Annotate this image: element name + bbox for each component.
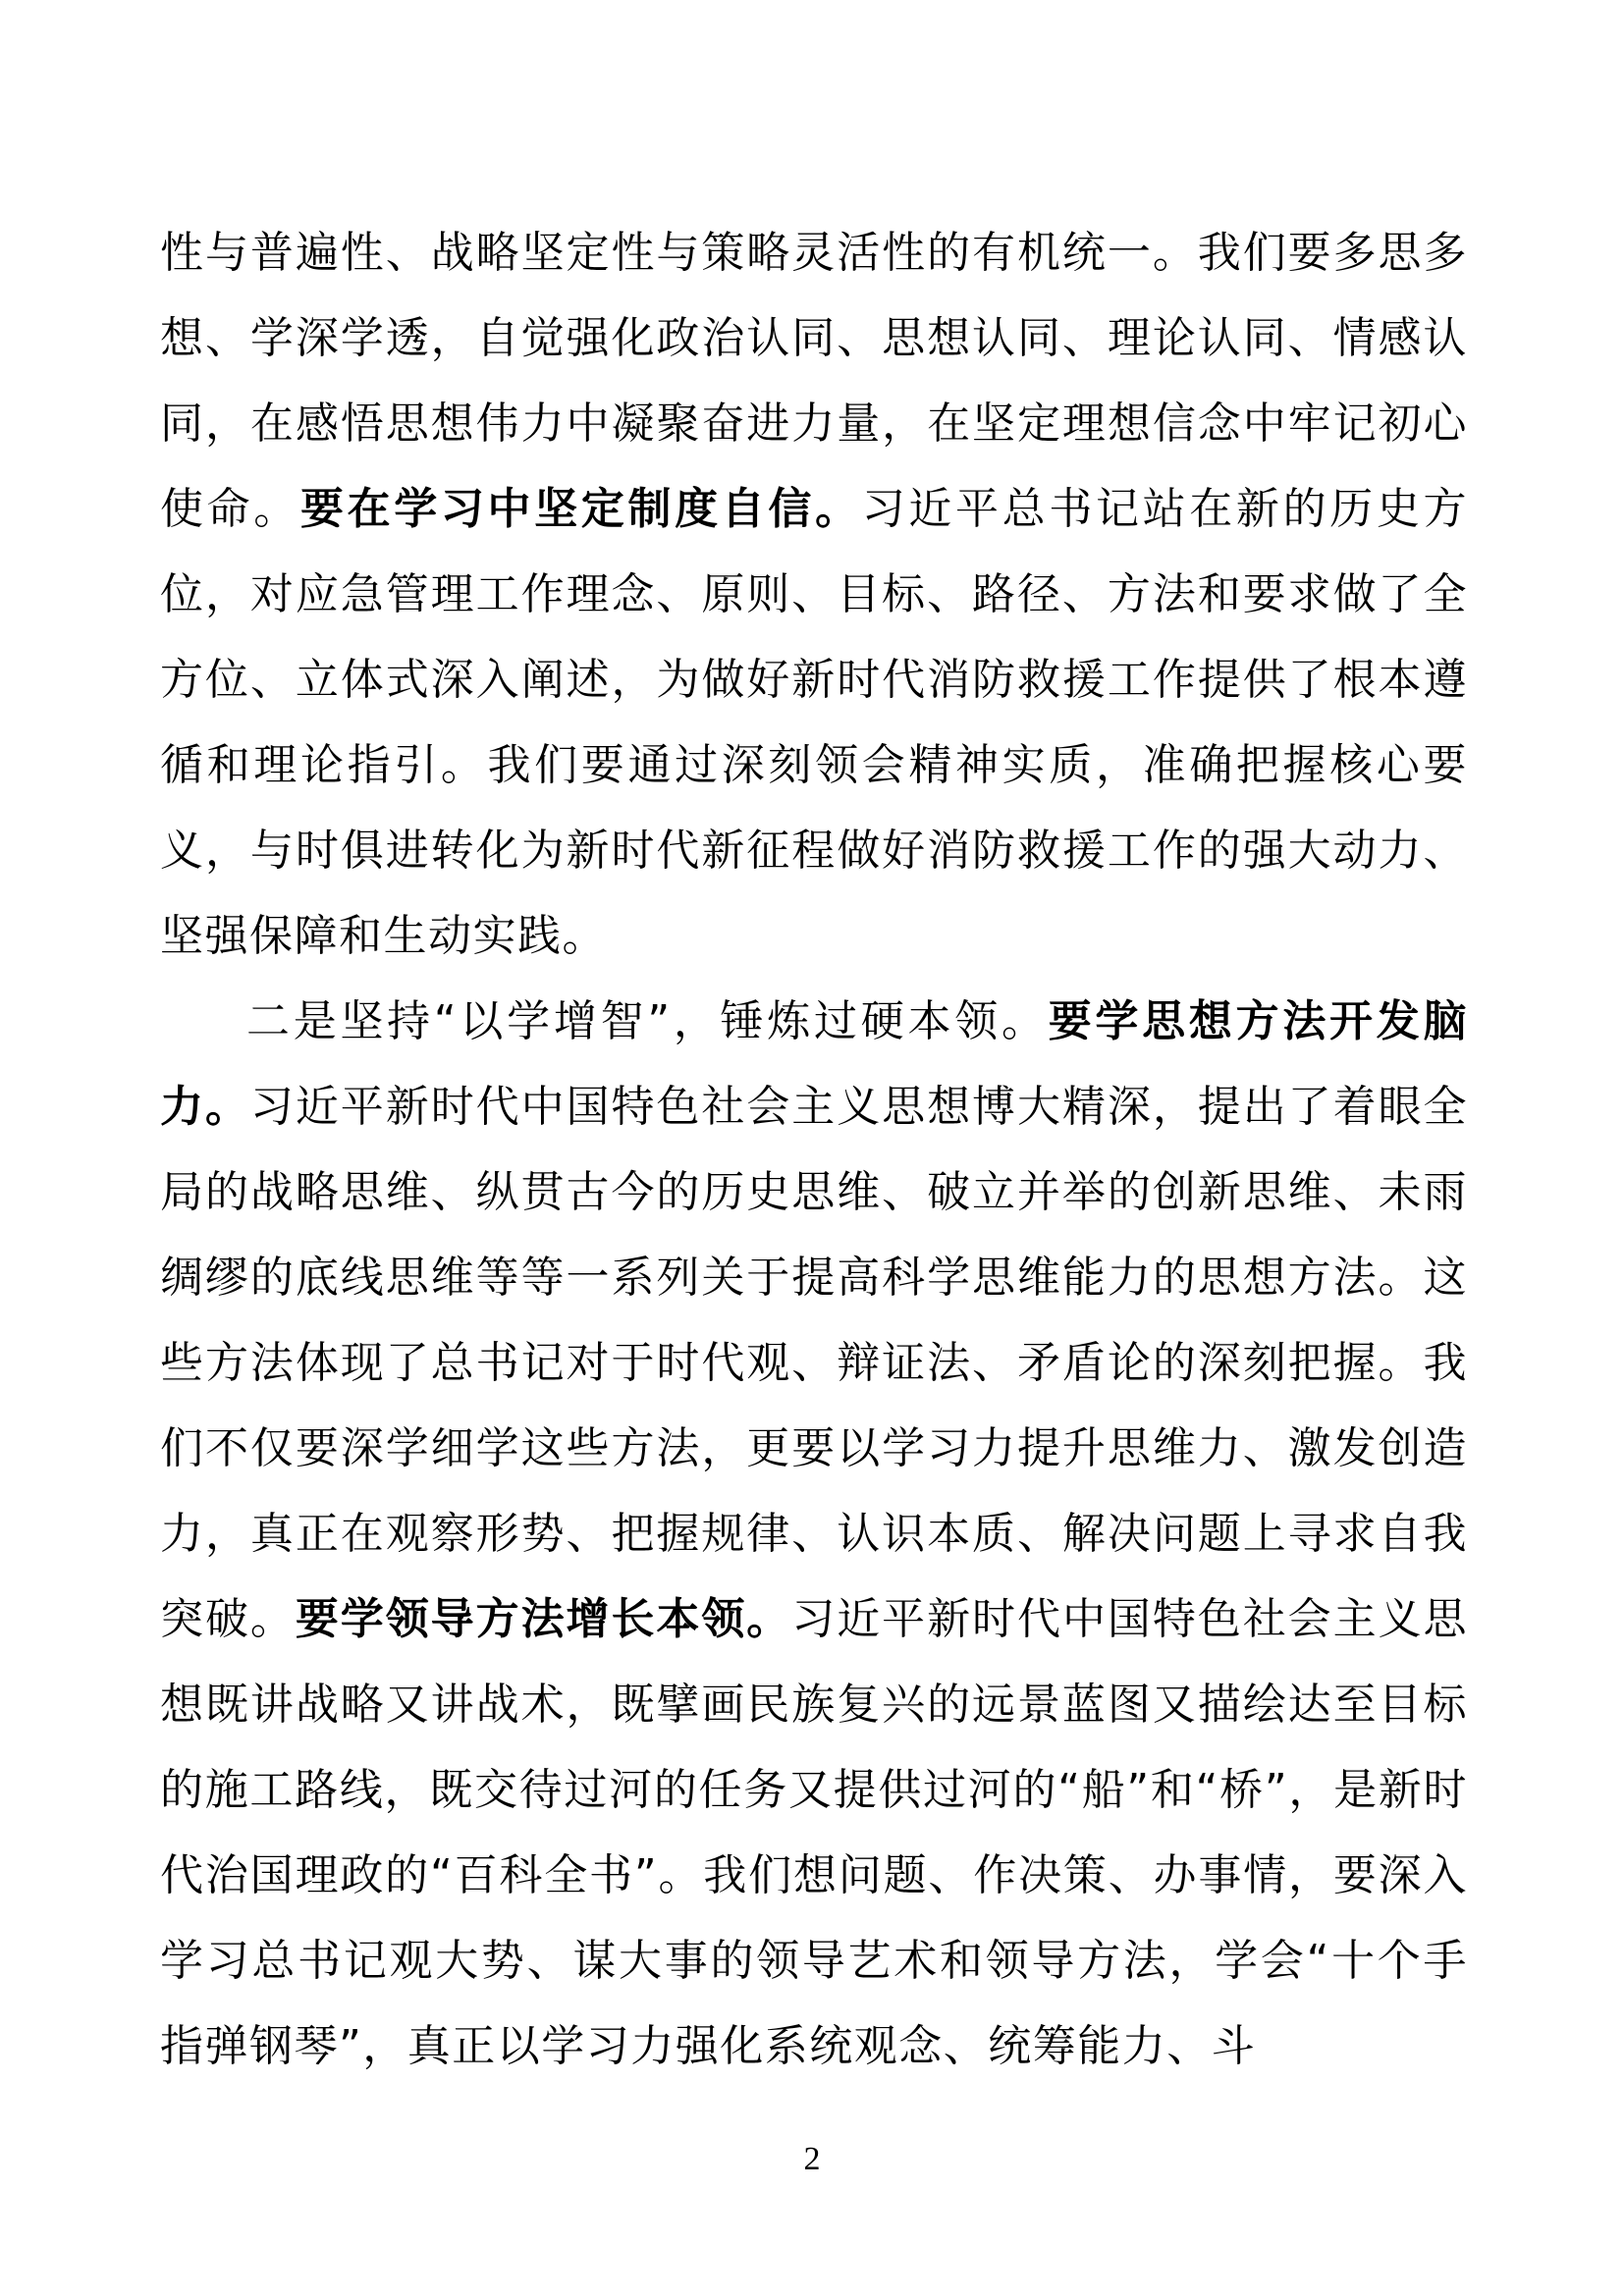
page-number: 2	[803, 2141, 821, 2177]
bold-run: 要学思想方法开发脑力。	[160, 996, 1469, 1132]
text-run: 习近平新时代中国特色社会主义思想既讲战略又讲战术，既擘画民族复兴的远景蓝图又描绘达至目标的施工路线，既交待过河的任务又提供过河的“船”和“桥”，是新时代治国理政的“百科全书”。我们想问题、作决策、办事情，要深入学习总书记观大势、谋大事的领导艺术和领导方法，学会“十个手指弹钢琴”，真正以学习力强化系统观念、统筹能力、斗	[160, 1594, 1469, 2071]
paragraph	[160, 210, 1468, 979]
paragraph	[160, 979, 1468, 2089]
text-run: 性与普遍性、战略坚定性与策略灵活性的有机统一。我们要多思多想、学深学透，自觉强化政治认同、思想认同、理论认同、情感认同，在感悟思想伟力中凝聚奋进力量，在坚定理想信念中牢记初心使命。	[160, 228, 1468, 534]
document-body	[160, 210, 1468, 2089]
bold-run: 要在学习中坚定制度自信。	[299, 484, 862, 534]
text-run: 习近平新时代中国特色社会主义思想博大精深，提出了着眼全局的战略思维、纵贯古今的历史思维、破立并举的创新思维、未雨绸缪的底线思维等等一系列关于提高科学思维能力的思想方法。这些方法体现了总书记对于时代观、辩证法、矛盾论的深刻把握。我们不仅要深学细学这些方法，更要以学习力提升思维力、激发创造力，真正在观察形势、把握规律、认识本质、解决问题上寻求自我突破。	[160, 1082, 1469, 1644]
bold-run: 要学领导方法增长本领。	[295, 1594, 792, 1644]
text-run: 习近平总书记站在新的历史方位，对应急管理工作理念、原则、目标、路径、方法和要求做了全方位、立体式深入阐述，为做好新时代消防救援工作提供了根本遵循和理论指引。我们要通过深刻领会精神实质，准确把握核心要义，与时俱进转化为新时代新征程做好消防救援工作的强大动力、坚强保障和生动实践。	[160, 484, 1469, 961]
text-run: 二是坚持“以学增智”，锤炼过硬本领。	[246, 996, 1049, 1046]
